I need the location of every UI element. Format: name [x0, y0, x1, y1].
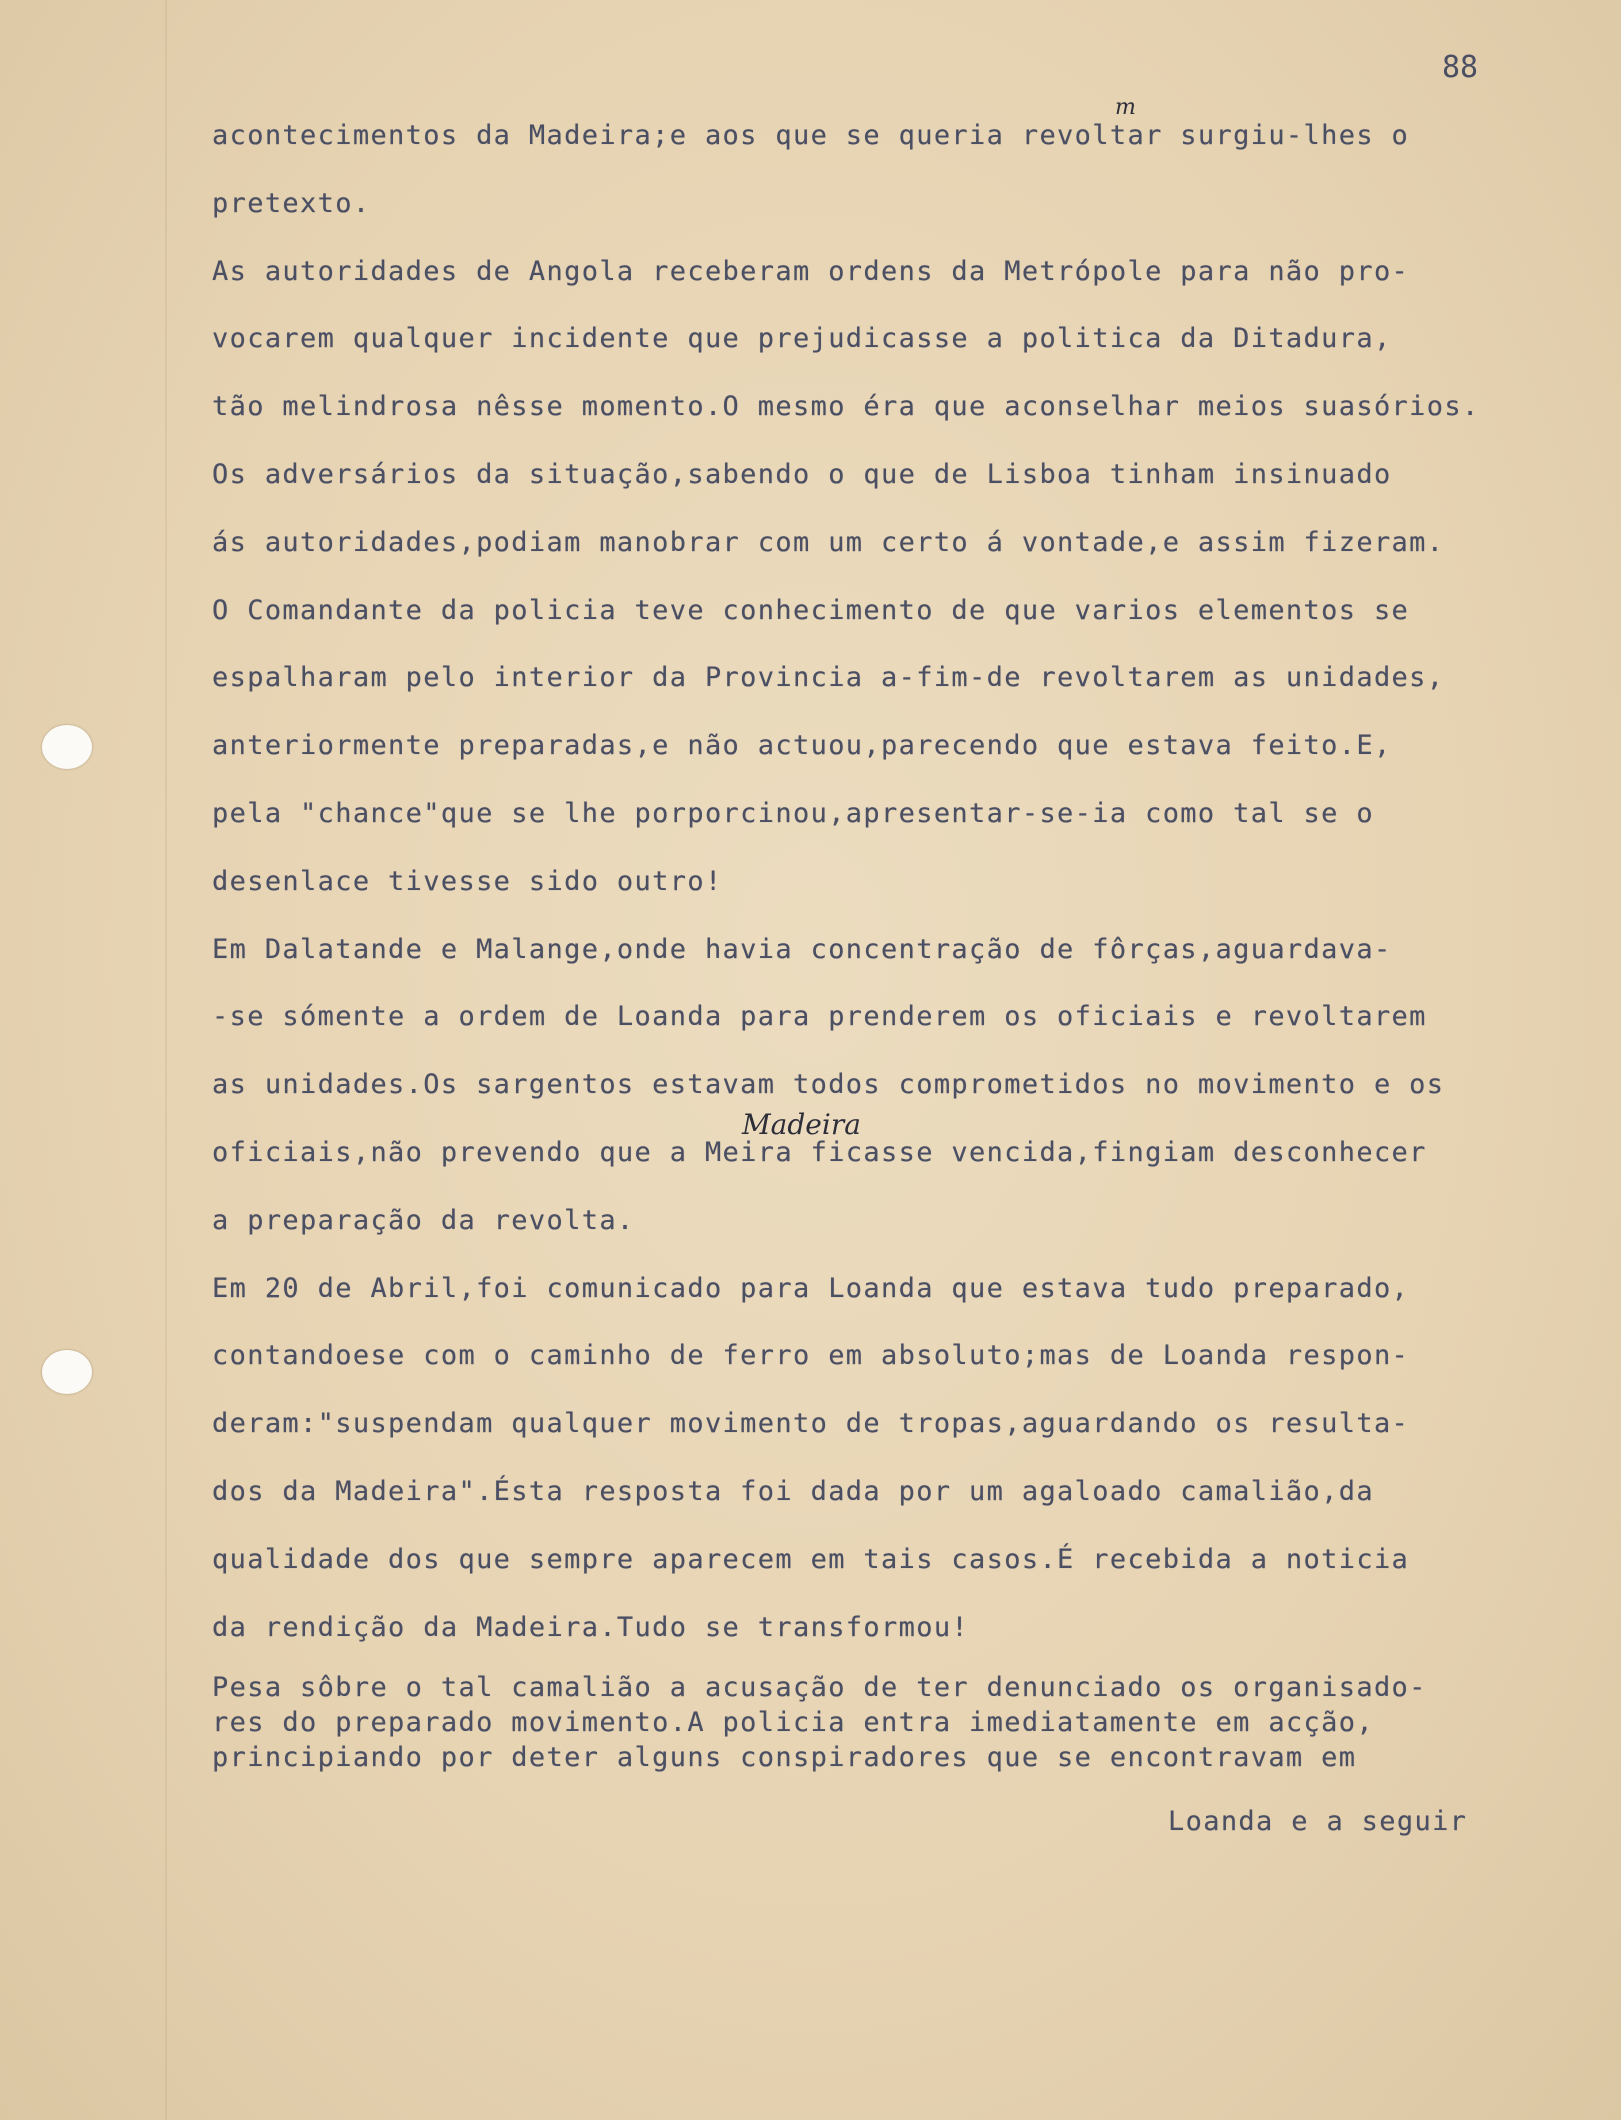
text-line: desenlace tivesse sido outro!: [212, 865, 723, 897]
page-number: 88: [1442, 50, 1479, 85]
punch-hole: [42, 1350, 92, 1394]
text-line: Em Dalatande e Malange,onde havia concentração de fôrças,aguardava-: [212, 933, 1392, 965]
text-line: vocarem qualquer incidente que prejudicasse a politica da Ditadura,: [212, 323, 1392, 355]
text-line: O Comandante da policia teve conhecimento de que varios elementos se: [212, 594, 1410, 626]
text-line: acontecimentos da Madeira;e aos que se queria revoltar surgiu-lhes o: [212, 120, 1410, 151]
text-line: Em 20 de Abril,foi comunicado para Loanda que estava tudo preparado,: [212, 1272, 1410, 1304]
text-line: dos da Madeira".Ésta resposta foi dada por um agaloado camalião,da: [212, 1476, 1374, 1507]
text-line: pretexto.: [212, 187, 371, 219]
text-line: deram:"suspendam qualquer movimento de tropas,aguardando os resulta-: [212, 1408, 1410, 1440]
text-line: oficiais,não prevendo que a Meira ficasse vencida,fingiam desconhecer: [212, 1137, 1427, 1168]
text-line: pela "chance"que se lhe porporcinou,apresentar-se-ia como tal se o: [212, 798, 1374, 829]
text-line: espalharam pelo interior da Provincia a-fim-de revoltarem as unidades,: [212, 662, 1445, 694]
handwritten-correction: Madeira: [742, 1108, 861, 1141]
text-line: principiando por deter alguns conspiradores que se encontravam em: [212, 1742, 1357, 1773]
paper-fold-line: [165, 0, 167, 2120]
text-line: as unidades.Os sargentos estavam todos comprometidos no movimento e os: [212, 1069, 1445, 1101]
text-line: Pesa sôbre o tal camalião a acusação de ter denunciado os organisado-: [212, 1672, 1427, 1703]
text-line: anteriormente preparadas,e não actuou,parecendo que estava feito.E,: [212, 730, 1392, 762]
text-line: contandoese com o caminho de ferro em absoluto;mas de Loanda respon-: [212, 1340, 1410, 1372]
text-line: qualidade dos que sempre aparecem em tais casos.É recebida a noticia: [212, 1543, 1410, 1575]
text-line: a preparação da revolta.: [212, 1204, 635, 1236]
text-line: As autoridades de Angola receberam ordens da Metrópole para não pro-: [212, 255, 1410, 287]
text-line: da rendição da Madeira.Tudo se transformou!: [212, 1611, 970, 1643]
handwritten-insertion-mark: m: [1115, 95, 1136, 120]
punch-hole: [42, 725, 92, 769]
text-line: tão melindrosa nêsse momento.O mesmo éra que aconselhar meios suasórios.: [212, 391, 1480, 423]
continuation-text: Loanda e a seguir: [1168, 1806, 1468, 1837]
text-line: res do preparado movimento.A policia entra imediatamente em acção,: [212, 1707, 1374, 1738]
text-line: ás autoridades,podiam manobrar com um certo á vontade,e assim fizeram.: [212, 526, 1445, 558]
text-line: Os adversários da situação,sabendo o que de Lisboa tinham insinuado: [212, 459, 1392, 490]
text-line: -se sómente a ordem de Loanda para prenderem os oficiais e revoltarem: [212, 1001, 1427, 1033]
